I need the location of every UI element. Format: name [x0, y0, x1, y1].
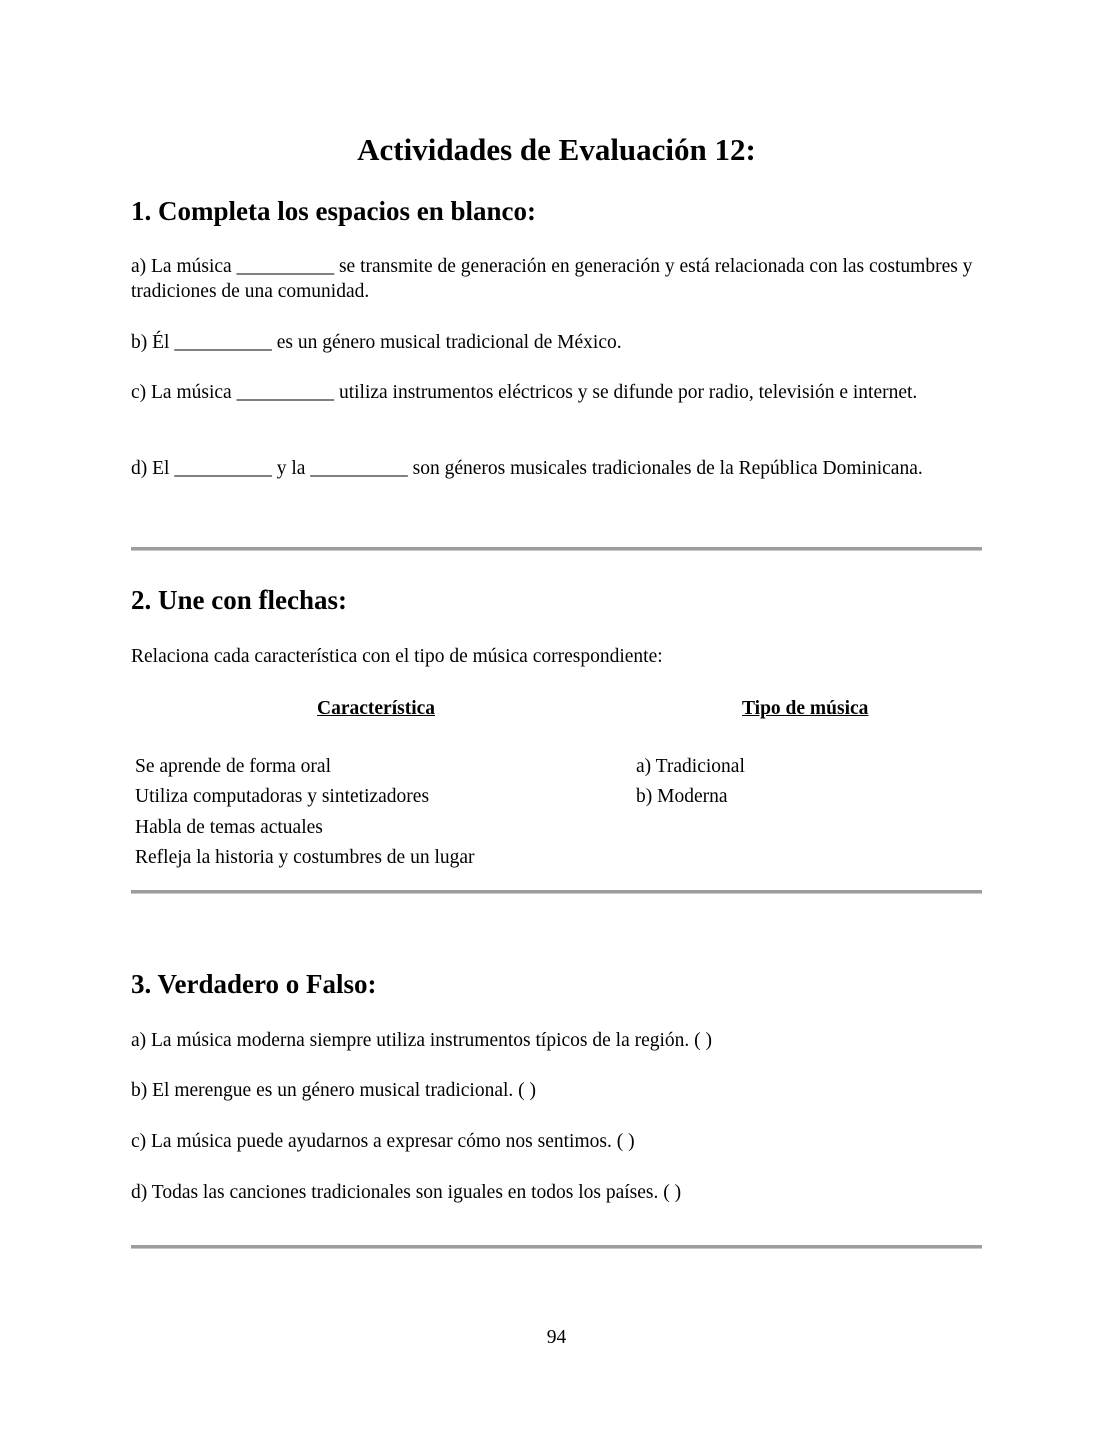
- characteristic-item: Se aprende de forma oral: [135, 756, 331, 777]
- characteristic-item: Habla de temas actuales: [135, 817, 323, 838]
- fill-blank-item-a: a) La música __________ se transmite de generación en generación y está relacionada con las costumbres y tradiciones de una comunidad.: [131, 256, 973, 302]
- characteristic-item: Utiliza computadoras y sintetizadores: [135, 786, 430, 807]
- characteristic-column-header: Característica: [317, 698, 436, 719]
- section-1-heading: 1. Completa los espacios en blanco:: [131, 196, 536, 226]
- true-false-item-b: b) El merengue es un género musical tradicional. ( ): [131, 1080, 537, 1101]
- fill-blank-item-b: b) Él __________ es un género musical tradicional de México.: [131, 332, 622, 353]
- section-divider: [131, 1245, 982, 1249]
- true-false-item-c: c) La música puede ayudarnos a expresar cómo nos sentimos. ( ): [131, 1131, 635, 1152]
- matching-instruction: Relaciona cada característica con el tipo de música correspondiente:: [131, 646, 663, 667]
- music-type-item: b) Moderna: [636, 786, 728, 807]
- section-divider: [131, 890, 982, 894]
- characteristic-item: Refleja la historia y costumbres de un lugar: [135, 847, 475, 868]
- fill-blank-item-c: c) La música __________ utiliza instrumentos eléctricos y se difunde por radio, televisión e internet.: [131, 382, 918, 403]
- true-false-item-d: d) Todas las canciones tradicionales son iguales en todos los países. ( ): [131, 1182, 682, 1203]
- page-number: 94: [546, 1327, 567, 1348]
- section-2-heading: 2. Une con flechas:: [131, 585, 347, 615]
- fill-blank-item-d: d) El __________ y la __________ son géneros musicales tradicionales de la República Dominicana.: [131, 458, 923, 479]
- section-3-heading: 3. Verdadero o Falso:: [131, 969, 377, 999]
- music-type-item: a) Tradicional: [636, 756, 745, 777]
- page-title: Actividades de Evaluación 12:: [357, 132, 756, 167]
- true-false-item-a: a) La música moderna siempre utiliza instrumentos típicos de la región. ( ): [131, 1030, 713, 1051]
- section-divider: [131, 547, 982, 551]
- music-type-column-header: Tipo de música: [742, 698, 869, 719]
